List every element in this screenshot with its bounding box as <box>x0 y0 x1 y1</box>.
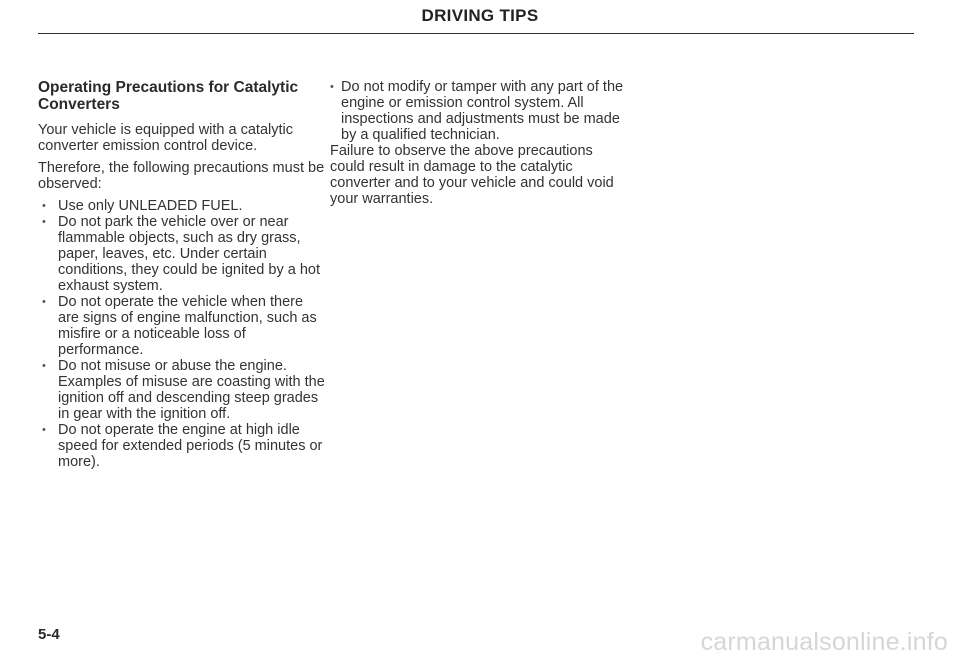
page-header-title: DRIVING TIPS <box>421 6 539 25</box>
header-divider <box>38 33 914 34</box>
bullet-icon: • <box>42 424 46 436</box>
bullet-icon: • <box>42 216 46 228</box>
closing-paragraph: Failure to observe the above precautions could result in damage to the catalytic converter and to your vehicle and could void your warranties. <box>330 143 614 207</box>
precautions-list <box>38 198 328 470</box>
precautions-intro-paragraph: Therefore, the following precautions must be observed: <box>38 160 325 192</box>
list-item <box>38 358 328 422</box>
list-item-text: Do not operate the vehicle when there are signs of engine malfunction, such as misfire or a noticeable loss of performance. <box>58 294 317 358</box>
list-item <box>38 214 328 294</box>
list-item-text: Do not misuse or abuse the engine. Examples of misuse are coasting with the ignition off and descending steep grades in gear with the ignition off. <box>58 358 325 422</box>
list-item-text: Do not park the vehicle over or near flammable objects, such as dry grass, paper, leaves, etc. Under certain conditions, they could be ignited by a hot exhaust system. <box>58 214 320 294</box>
page-number: 5-4 <box>38 626 60 643</box>
list-item <box>38 198 328 214</box>
list-item <box>38 294 328 358</box>
left-column <box>38 79 328 470</box>
list-item-text: Do not operate the engine at high idle speed for extended periods (5 minutes or more). <box>58 422 323 470</box>
right-column <box>330 79 630 213</box>
watermark-text: carmanualsonline.info <box>700 628 948 656</box>
precautions-list-continued <box>330 79 630 143</box>
bullet-icon: • <box>42 360 46 372</box>
list-item <box>330 79 630 143</box>
bullet-icon: • <box>42 296 46 308</box>
section-heading: Operating Precautions for Catalytic Converters <box>38 79 299 113</box>
list-item <box>38 422 328 470</box>
intro-paragraph: Your vehicle is equipped with a catalytic converter emission control device. <box>38 122 293 154</box>
bullet-icon: • <box>42 200 46 212</box>
list-item-text: Use only UNLEADED FUEL. <box>58 198 243 214</box>
bullet-icon: • <box>330 81 334 93</box>
list-item-text: Do not modify or tamper with any part of the engine or emission control system. All inspections and adjustments must be made by a qualified technician. <box>341 79 624 143</box>
